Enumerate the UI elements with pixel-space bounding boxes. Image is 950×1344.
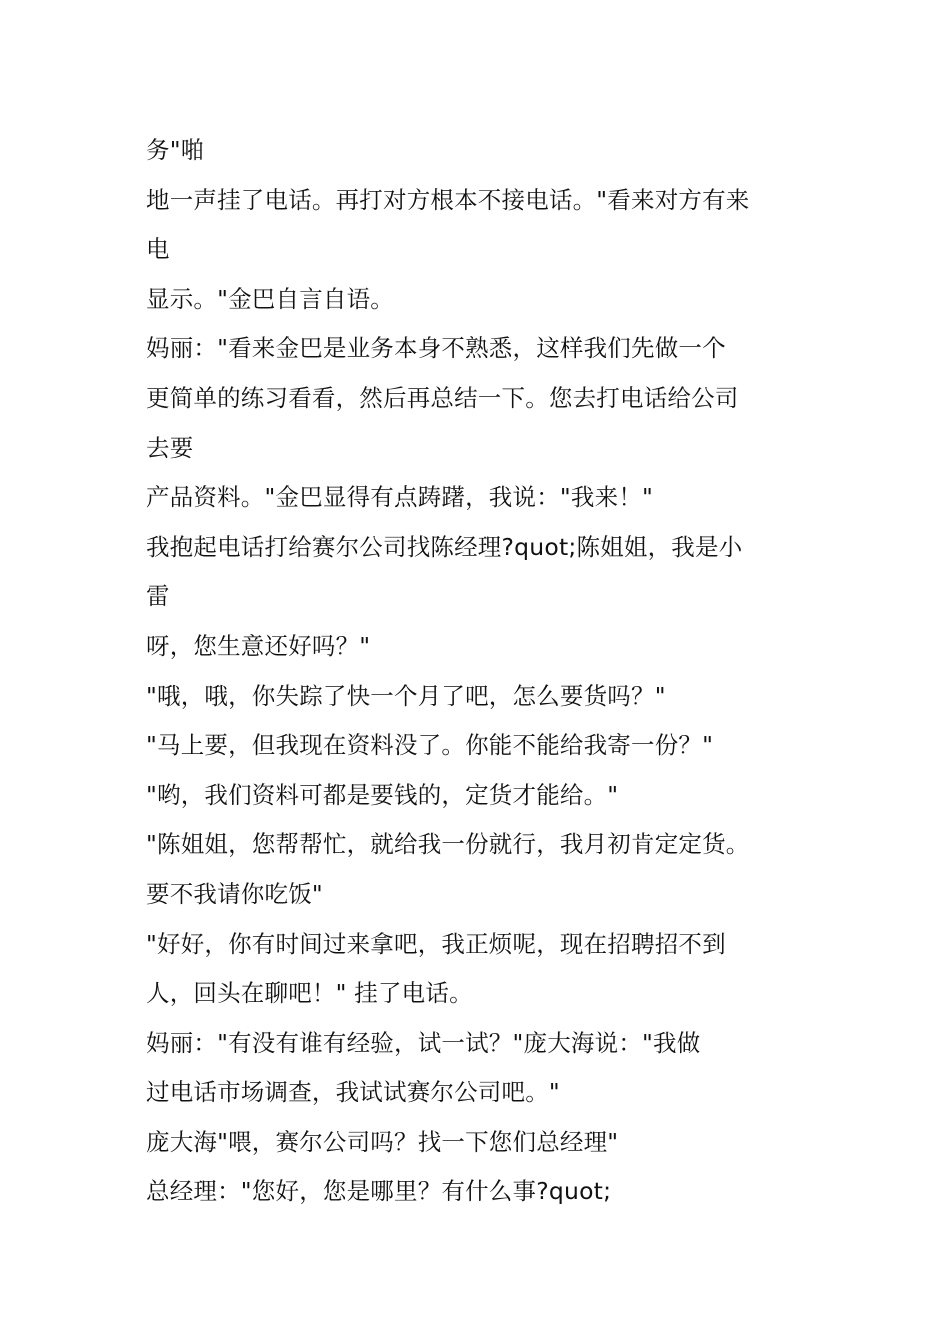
text-line: 总经理："您好，您是哪里？有什么事?quot; — [146, 1177, 612, 1206]
text-line: 务"啪 — [146, 136, 205, 164]
text-line: 要不我请你吃饭" — [146, 879, 323, 908]
text-line: 电 — [146, 235, 170, 264]
text-line: 显示。"金巴自言自语。 — [146, 284, 395, 313]
text-line: 产品资料。"金巴显得有点踌躇，我说："我来！" — [146, 483, 654, 512]
text-line: 庞大海"喂，赛尔公司吗？找一下您们总经理" — [146, 1127, 619, 1156]
text-line: "哟，我们资料可都是要钱的，定货才能给。" — [146, 780, 619, 809]
text-line: "好好，你有时间过来拿吧，我正烦呢，现在招聘招不到 — [146, 929, 726, 958]
text-line: 更简单的练习看看，然后再总结一下。您去打电话给公司 — [146, 383, 739, 412]
text-line: "陈姐姐，您帮帮忙，就给我一份就行，我月初肯定定货。 — [146, 830, 750, 859]
text-line: "哦，哦，你失踪了快一个月了吧，怎么要货吗？" — [146, 681, 666, 710]
text-line: 呀，您生意还好吗？" — [146, 631, 371, 660]
text-line: 地一声挂了电话。再打对方根本不接电话。"看来对方有来 — [146, 185, 750, 214]
text-line: 人，回头在聊吧！" 挂了电话。 — [146, 979, 473, 1008]
text-line: 雷 — [146, 582, 170, 611]
text-line: 我抱起电话打给赛尔公司找陈经理?quot;陈姐姐，我是小 — [146, 532, 743, 561]
text-line: 妈丽："看来金巴是业务本身不熟悉，这样我们先做一个 — [146, 334, 726, 363]
text-line: 去要 — [146, 433, 194, 462]
text-line: 过电话市场调查，我试试赛尔公司吧。" — [146, 1078, 560, 1107]
text-line: "马上要，但我现在资料没了。你能不能给我寄一份？" — [146, 731, 714, 760]
body-text — [146, 126, 826, 1217]
text-line: 妈丽："有没有谁有经验，试一试？"庞大海说："我做 — [146, 1028, 701, 1057]
